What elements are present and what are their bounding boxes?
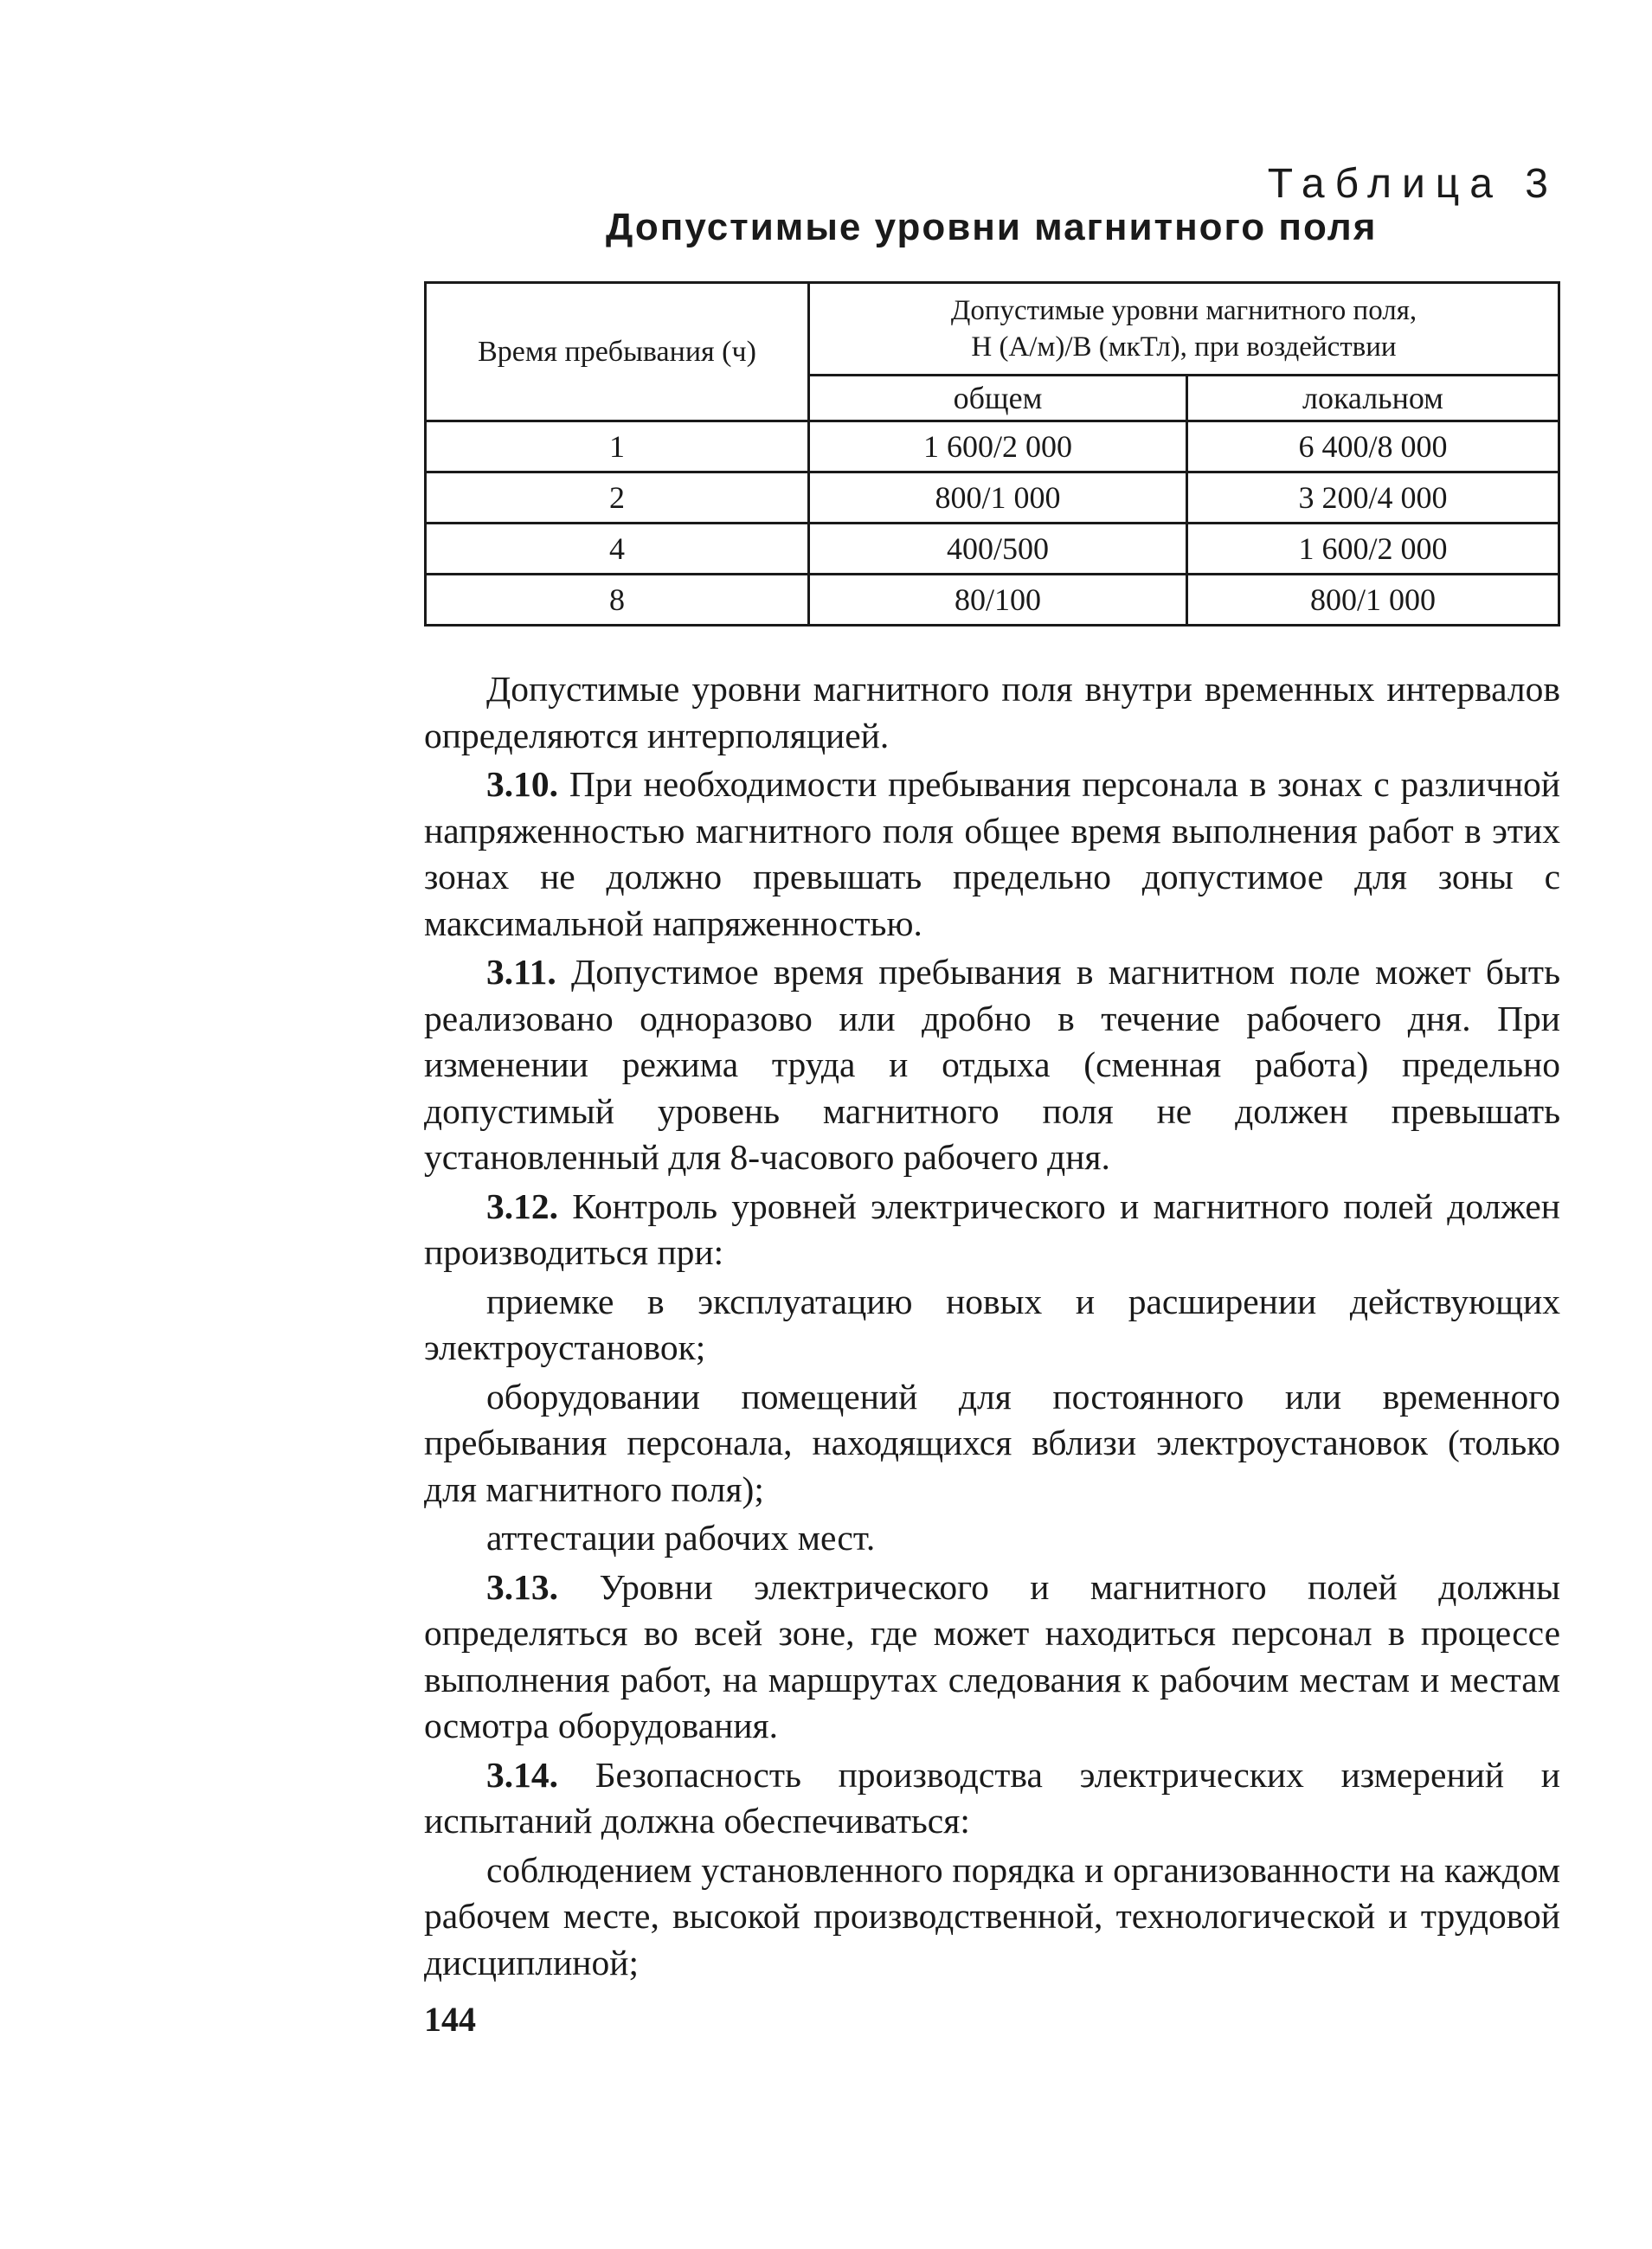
table-title: Допустимые уровни магнитного поля [606, 206, 1378, 248]
cell-local: 6 400/8 000 [1187, 421, 1559, 472]
cell-general: 80/100 [809, 575, 1187, 626]
cell-time: 8 [426, 575, 809, 626]
paragraph-text: приемке в эксплуатацию новых и расширении действующих электроустановок; [424, 1281, 1560, 1367]
header-levels [809, 283, 1559, 376]
paragraph-3-13 [424, 1565, 1560, 1750]
paragraph-3-11 [424, 949, 1560, 1181]
paragraph-3-14 [424, 1752, 1560, 1845]
table-row [426, 472, 1559, 524]
cell-general: 800/1 000 [809, 472, 1187, 524]
magnetic-field-table [424, 281, 1560, 627]
paragraph-number: 3.11. [486, 952, 556, 992]
paragraph-interpolation [424, 666, 1560, 759]
page-number: 144 [424, 2000, 476, 2039]
header-levels-line2: Н (А/м)/В (мкТл), при воздействии [971, 331, 1397, 363]
list-item [424, 1515, 1560, 1562]
header-levels-line1: Допустимые уровни магнитного поля, [950, 295, 1417, 326]
paragraph-text: оборудовании помещений для постоянного или временного пребывания персонала, находящихся вблизи электроустановок (только для магнитного поля); [424, 1376, 1560, 1509]
paragraph-number: 3.14. [486, 1754, 558, 1795]
cell-time: 4 [426, 524, 809, 575]
table-row [426, 524, 1559, 575]
paragraph-text: аттестации рабочих мест. [486, 1518, 876, 1558]
table-label: Таблица 3 [1267, 161, 1559, 207]
paragraph-text: Допустимые уровни магнитного поля внутри временных интервалов определяются интерполяцией. [424, 669, 1560, 755]
cell-local: 1 600/2 000 [1187, 524, 1559, 575]
list-item [424, 1847, 1560, 1987]
cell-time: 1 [426, 421, 809, 472]
header-general: общем [809, 376, 1187, 421]
cell-general: 400/500 [809, 524, 1187, 575]
list-item [424, 1374, 1560, 1513]
paragraph-text: Допустимое время пребывания в магнитном поле может быть реализовано одноразово или дробно в течение рабочего дня. При изменении режима труда и отдыха (сменная работа) предельно допустимый уровень магнитного поля не должен превышать установленный для 8-часового рабочего дня. [424, 952, 1560, 1177]
paragraph-text: соблюдением установленного порядка и организованности на каждом рабочем месте, высокой производственной, технологической и трудовой дисциплиной; [424, 1849, 1560, 1982]
paragraph-3-10 [424, 761, 1560, 947]
table-row [426, 575, 1559, 626]
paragraph-number: 3.13. [486, 1566, 558, 1607]
cell-time: 2 [426, 472, 809, 524]
body-text [424, 666, 1560, 1989]
paragraph-text: Уровни электрического и магнитного полей должны определяться во всей зоне, где может находиться персонал в процессе выполнения работ, на маршрутах следования к рабочим местам и местам осмотра оборудования. [424, 1566, 1560, 1745]
header-local: локальном [1187, 376, 1559, 421]
paragraph-text: При необходимости пребывания персонала в зонах с различной напряженностью магнитного поля общее время выполнения работ в этих зонах не должно превышать предельно допустимое для зоны с максимальной напряженностью. [424, 764, 1560, 943]
list-item [424, 1279, 1560, 1372]
paragraph-3-12 [424, 1184, 1560, 1276]
paragraph-number: 3.12. [486, 1186, 558, 1226]
table-row [426, 421, 1559, 472]
cell-local: 800/1 000 [1187, 575, 1559, 626]
cell-general: 1 600/2 000 [809, 421, 1187, 472]
paragraph-text: Контроль уровней электрического и магнитного полей должен производиться при: [424, 1186, 1561, 1272]
header-time: Время пребывания (ч) [426, 283, 809, 421]
paragraph-number: 3.10. [486, 764, 558, 804]
cell-local: 3 200/4 000 [1187, 472, 1559, 524]
paragraph-text: Безопасность производства электрических измерений и испытаний должна обеспечиваться: [424, 1754, 1560, 1841]
